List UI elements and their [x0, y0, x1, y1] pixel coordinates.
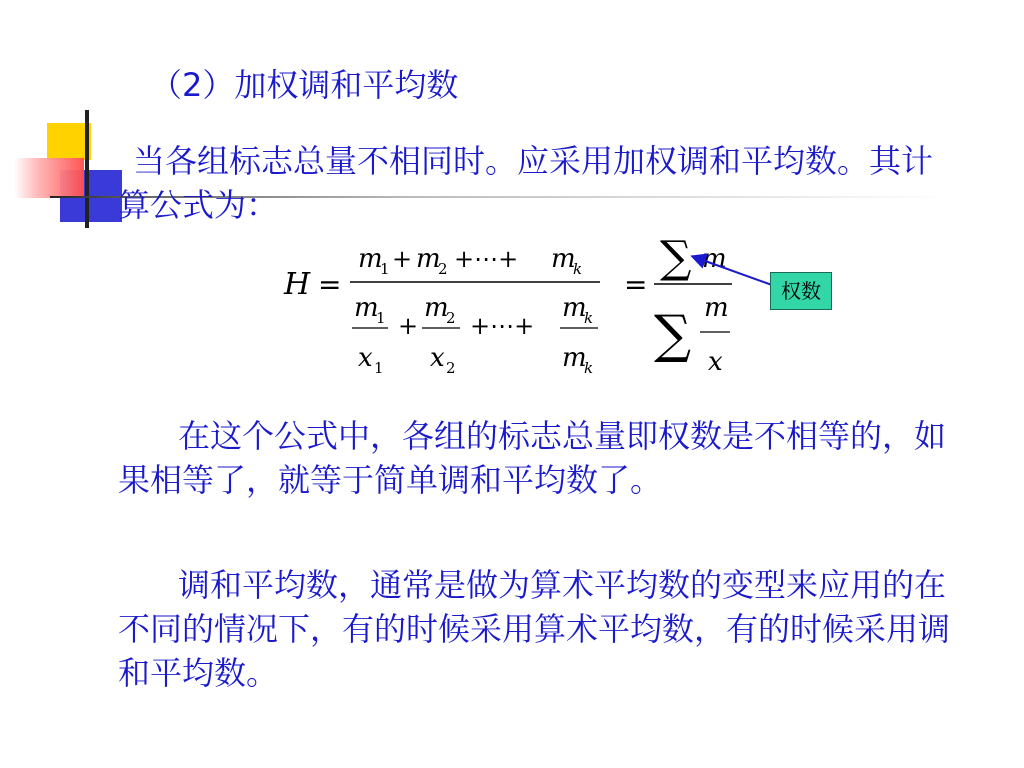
den-x2: x — [430, 343, 445, 373]
den-m1-sub: 1 — [376, 309, 386, 327]
num-m2-sub: 2 — [438, 260, 448, 278]
rhs-num-m: m — [702, 244, 727, 274]
formula-equals-2: = — [624, 268, 648, 301]
den-mk-bottom: m — [562, 343, 587, 373]
usage-paragraph: 调和平均数，通常是做为算术平均数的变型来应用的在不同的情况下，有的时候采用算术平均数，有的时候采用调和平均数。 — [118, 566, 951, 692]
den-m2: m — [424, 293, 449, 323]
intro-paragraph: 当各组标志总量不相同时。应采用加权调和平均数。其计算公式为： — [118, 142, 934, 224]
num-m1: m — [358, 244, 383, 274]
num-dots: +⋯+ — [454, 245, 519, 273]
num-plus-1: + — [392, 245, 413, 273]
den-x2-sub: 2 — [446, 359, 456, 377]
explanation-paragraph: 在这个公式中，各组的标志总量即权数是不相等的，如果相等了，就等于简单调和平均数了。 — [118, 417, 947, 499]
rhs-sigma-bottom: ∑ — [654, 305, 692, 365]
den-mk: m — [562, 293, 587, 323]
num-mk-sub: k — [573, 260, 583, 278]
harmonic-mean-formula — [270, 222, 740, 382]
den-m1: m — [354, 293, 379, 323]
den-mk-bottom-sub: k — [584, 359, 594, 377]
num-m1-sub: 1 — [380, 260, 390, 278]
den-x1: x — [358, 343, 373, 373]
den-plus-1: + — [398, 312, 419, 340]
rhs-sigma-top: ∑ — [660, 232, 692, 283]
weight-label: 权数 — [770, 272, 832, 310]
num-m2: m — [416, 244, 441, 274]
den-dots: +⋯+ — [470, 312, 535, 340]
red-gradient-block — [14, 158, 84, 198]
slide-heading: （2）加权调和平均数 — [150, 66, 459, 104]
vertical-rule — [85, 110, 89, 228]
den-x1-sub: 1 — [374, 359, 384, 377]
num-mk: m — [551, 244, 576, 274]
den-mk-sub: k — [584, 309, 594, 327]
den-m2-sub: 2 — [446, 309, 456, 327]
formula-lhs: H — [284, 267, 311, 302]
formula-equals-1: = — [318, 268, 342, 301]
rhs-inner-m: m — [704, 293, 729, 323]
rhs-inner-x: x — [708, 347, 723, 377]
